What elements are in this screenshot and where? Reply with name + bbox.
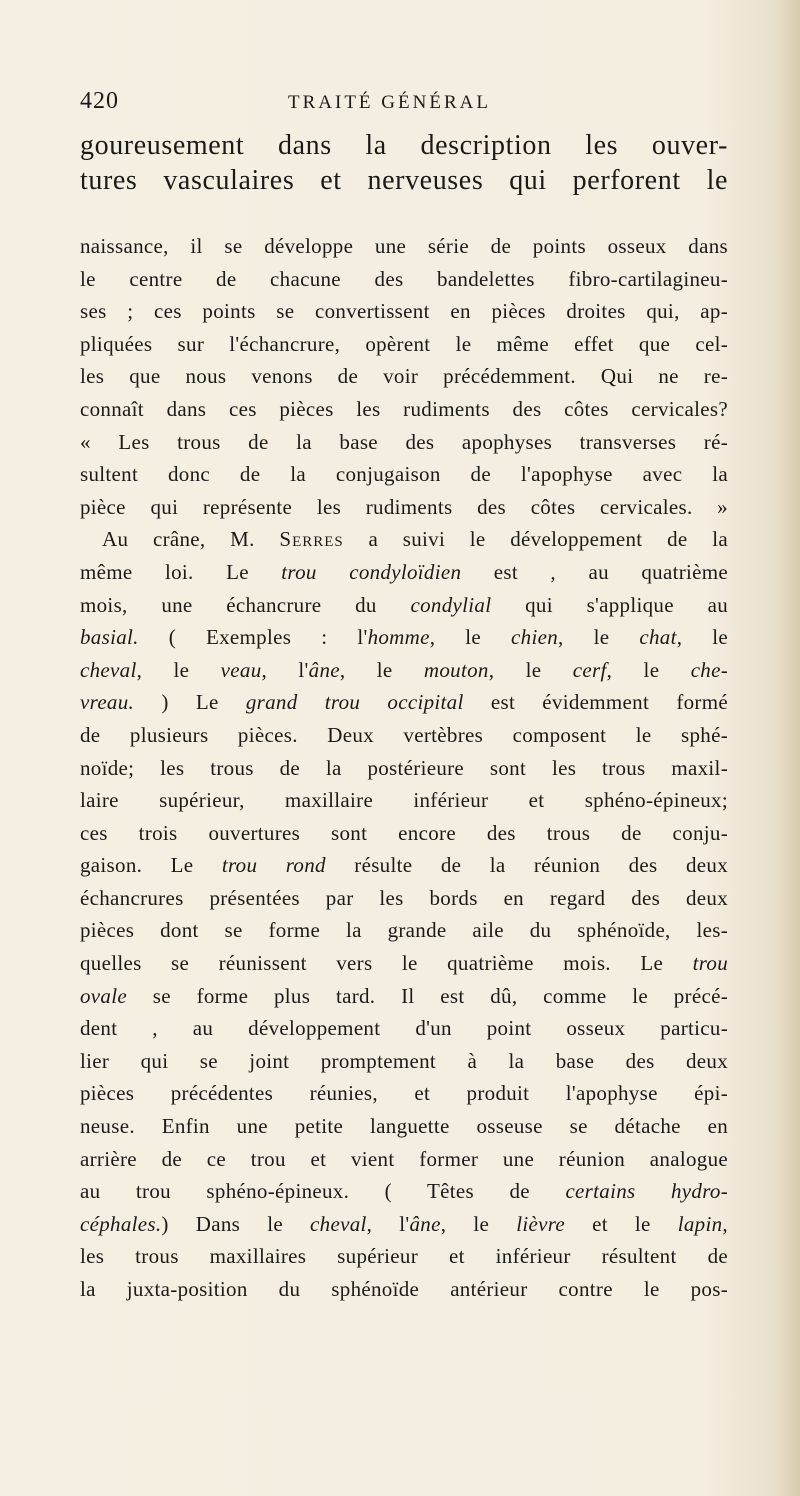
text-line: neuse. Enfin une petite languette osseuse se détache en [80,1114,728,1139]
italic-term: lièvre [516,1211,566,1236]
text-line: le centre de chacune des bandelettes fibro-cartilagineu- [80,266,728,291]
text-line: tures vasculaires et nerveuses qui perforent le [80,165,728,196]
italic-term: ovale [80,983,127,1008]
text-line: échancrures présentées par les bords en regard des deux [80,885,728,910]
text-run: , le [440,1211,517,1236]
italic-term: basial. [80,625,139,650]
text-run: quelles se réunissent vers le quatrième mois. Le [80,951,693,976]
text-line: laire supérieur, maxillaire inférieur et sphéno-épineux; [80,788,728,813]
italic-term: trou rond [221,853,326,878]
text-line: connaît dans ces pièces les rudiments des côtes cervicales? [80,396,728,421]
text-line: dent , au développement d'un point osseux particu- [80,1016,728,1041]
text-run: est , au quatrième [461,559,729,584]
large-print-fragment [80,128,728,198]
page-number: 420 [80,88,119,114]
italic-term: chien [511,625,559,650]
italic-term: céphales. [80,1211,162,1236]
text-run: ) Dans le [161,1211,311,1236]
text-run: , le [136,657,221,682]
text-run: , [722,1211,728,1236]
text-run: ) Le [134,690,246,715]
italic-term: cheval [310,1211,367,1236]
text-run: , l' [366,1211,410,1236]
text-line [80,1175,728,1208]
text-line: naissance, il se développe une série de points osseux dans [80,234,728,258]
italic-term: chat [639,625,677,650]
body-paragraph [80,230,728,1306]
text-line: pièce qui représente les rudiments des côtes cervicales. » [80,494,728,519]
text-run: au trou sphéno-épineux. ( Têtes de [80,1179,566,1204]
text-line: pliquées sur l'échancrure, opèrent le même effet que cel- [80,331,728,356]
author-name: Serres [279,527,344,552]
italic-term: che- [690,657,729,682]
italic-term: cerf [572,657,607,682]
italic-term: grand trou occipital [245,690,464,715]
italic-term: âne [308,657,340,682]
italic-term: trou condyloïdien [281,559,462,584]
text-run: gaison. Le [80,853,222,878]
text-line [80,849,728,882]
text-line [80,589,728,622]
text-run: se forme plus tard. Il est dû, comme le précé- [126,983,728,1008]
italic-term: mouton [423,657,489,682]
text-run: , le [429,625,512,650]
text-run: mois, une échancrure du [80,592,411,617]
page-edge-shadow [772,0,800,1496]
text-run: , le [606,657,691,682]
text-run: est évidemment formé [463,690,728,715]
italic-term: certains hydro- [565,1179,728,1204]
italic-term: cheval [80,657,137,682]
text-run: qui s'applique au [491,592,728,617]
text-run: , le [558,625,640,650]
text-line [80,1208,728,1241]
text-line: arrière de ce trou et vient former une réunion analogue [80,1146,728,1171]
text-run: , le [339,657,424,682]
text-line: la juxta-position du sphénoïde antérieur contre le pos- [80,1277,728,1301]
text-run: résulte de la réunion des deux [325,853,728,878]
italic-term: condylial [410,592,492,617]
text-line: de plusieurs pièces. Deux vertèbres composent le sphé- [80,722,728,747]
text-line: « Les trous de la base des apophyses transverses ré- [80,429,728,454]
text-line: pièces dont se forme la grande aile du sphénoïde, les- [80,918,728,943]
text-run: ( Exemples : l' [138,625,368,650]
text-run: , le [488,657,573,682]
text-line: pièces précédentes réunies, et produit l'apophyse épi- [80,1081,728,1106]
italic-term: homme [367,625,430,650]
text-line [80,523,728,556]
text-run: même loi. Le [80,559,282,584]
text-line: sultent donc de la conjugaison de l'apophyse avec la [80,462,728,487]
text-line: ces trois ouvertures sont encore des trous de conju- [80,820,728,845]
text-run: Au crâne, M. [102,527,280,552]
text-line: ses ; ces points se convertissent en pièces droites qui, ap- [80,299,728,324]
italic-term: veau [220,657,262,682]
text-run: , l' [261,657,309,682]
text-line [80,556,728,589]
text-line: lier qui se joint promptement à la base des deux [80,1048,728,1073]
text-line: noïde; les trous de la postérieure sont les trous maxil- [80,755,728,780]
text-line [80,686,728,719]
text-run: a suivi le développement de la [343,527,728,552]
text-run: , le [676,625,729,650]
text-line [80,621,728,654]
text-line: les que nous venons de voir précédemment. Qui ne re- [80,364,728,389]
italic-term: lapin [677,1211,723,1236]
text-line: les trous maxillaires supérieur et inférieur résultent de [80,1244,728,1269]
italic-term: âne [409,1211,441,1236]
text-line [80,947,728,980]
text-line [80,654,728,687]
text-line [80,980,728,1013]
italic-term: vreau. [80,690,135,715]
page-header [80,88,640,118]
running-title: TRAITÉ GÉNÉRAL [288,92,491,113]
text-run: et le [565,1211,678,1236]
text-line: goureusement dans la description les ouver- [80,130,728,161]
italic-term: trou [692,951,728,976]
